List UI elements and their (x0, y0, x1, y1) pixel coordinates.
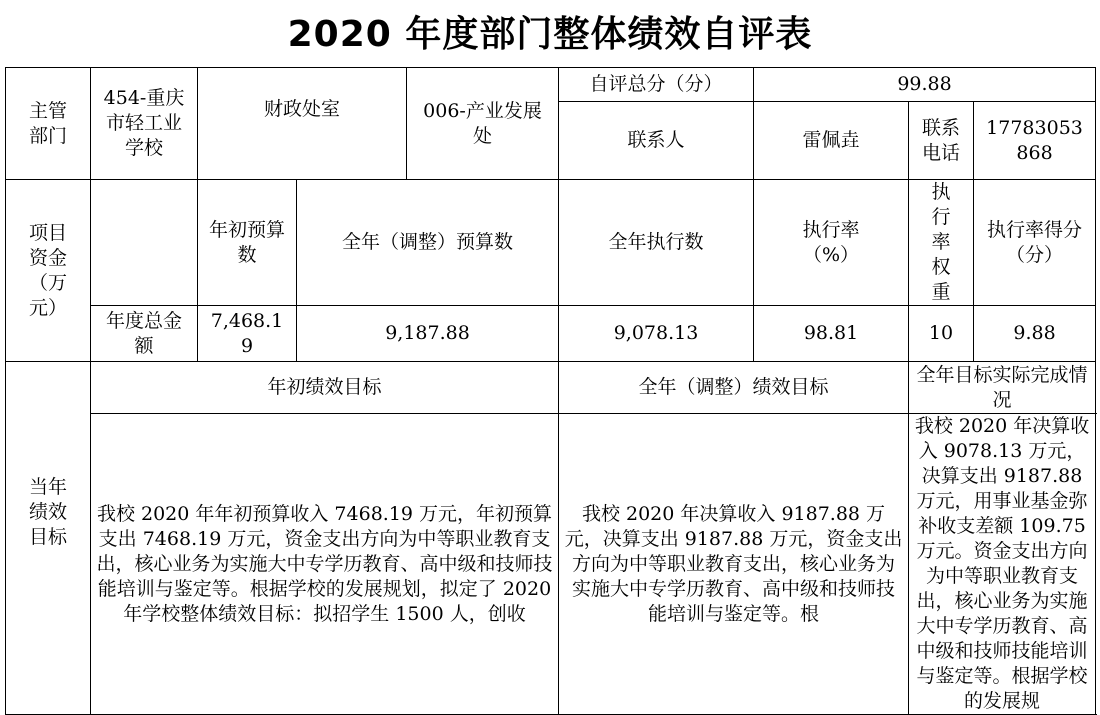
weight-value-cell (909, 306, 974, 362)
dept-label: 主管部门 (28, 99, 67, 147)
score-value-cell (754, 68, 1096, 102)
col-weight: 执行率权重 (931, 181, 951, 303)
goals-header-row (6, 362, 1096, 414)
performance-table (5, 67, 1096, 715)
goals-section-label-cell (6, 362, 91, 715)
col-score-cell (974, 180, 1096, 306)
score-result-value: 9.88 (1013, 322, 1056, 344)
col-adjusted-goal-cell (559, 362, 909, 414)
funds-section-label: 项目资金（万元） (28, 221, 67, 319)
executed-value: 9,078.13 (613, 322, 699, 344)
initial-goal-text-cell (91, 414, 559, 715)
row-total-label-cell (91, 306, 198, 362)
rate-value: 98.81 (803, 322, 859, 344)
phone-label-cell (909, 102, 974, 180)
funds-header-row (6, 180, 1096, 306)
office-value-cell (198, 68, 407, 180)
header-row-1 (6, 68, 1096, 102)
goals-section-label: 当年绩效目标 (28, 475, 67, 548)
funds-empty-cell (91, 180, 198, 306)
funds-total-row (6, 306, 1096, 362)
goals-text-row (6, 414, 1096, 715)
col-rate: 执行率（%） (802, 218, 860, 266)
col-initial-goal: 年初绩效目标 (267, 376, 382, 398)
adjusted-goal-text-cell (559, 414, 909, 715)
score-label: 自评总分（分） (589, 73, 723, 95)
col-weight-cell (909, 180, 974, 306)
score-value: 99.88 (897, 73, 952, 95)
contact-value-cell (754, 102, 909, 180)
col-adjusted-goal: 全年（调整）绩效目标 (638, 376, 829, 398)
funds-section-label-cell (6, 180, 91, 362)
phone-value: 17783053868 (986, 116, 1083, 164)
row-total-label: 年度总金额 (105, 309, 182, 357)
adjusted-budget-value: 9,187.88 (385, 322, 470, 344)
col-score: 执行率得分（分） (987, 218, 1083, 266)
score-label-cell (559, 68, 754, 102)
adjusted-goal-text: 我校 2020 年决算收入 9187.88 万元，决算支出 9187.88 万元，资金支出方向为中等职业教育支出，核心业务为实施大中专学历教育、高中级和技师技能培训与鉴定等。根 (564, 502, 903, 625)
score-result-value-cell (974, 306, 1096, 362)
weight-value: 10 (928, 322, 954, 344)
dept-value: 454-重庆市轻工业学校 (103, 87, 185, 159)
col-actual: 全年目标实际完成情况 (916, 363, 1088, 411)
actual-text-cell (909, 414, 1096, 715)
executed-value-cell (559, 306, 754, 362)
initial-budget-value-cell (198, 306, 297, 362)
contact-value: 雷佩垚 (802, 129, 860, 151)
col-rate-cell (754, 180, 909, 306)
col-initial-budget-cell (198, 180, 297, 306)
phone-value-cell (974, 102, 1096, 180)
col-adjusted-budget: 全年（调整）预算数 (342, 231, 514, 253)
adjusted-budget-value-cell (297, 306, 559, 362)
contact-label-cell (559, 102, 754, 180)
office-unit-cell (407, 68, 559, 180)
col-adjusted-budget-cell (297, 180, 559, 306)
dept-label-cell (6, 68, 91, 180)
page-title: 2020 年度部门整体绩效自评表 (287, 14, 813, 55)
contact-label: 联系人 (627, 129, 685, 151)
col-initial-budget: 年初预算数 (208, 218, 285, 266)
col-actual-cell (909, 362, 1096, 414)
initial-goal-text: 我校 2020 年年初预算收入 7468.19 万元，年初预算支出 7468.19 万元，资金支出方向为中等职业教育支出，核心业务为实施大中专学历教育、高中级和技师技能培训与鉴定等。根据学校的发展规划，拟定了 2020 年学校整体绩效目标：拟招学生 1500 人，创收 (96, 502, 553, 625)
col-executed: 全年执行数 (608, 231, 704, 253)
office-value: 财政处室 (264, 98, 341, 120)
dept-value-cell (91, 68, 198, 180)
office-unit: 006-产业发展处 (423, 99, 542, 147)
initial-budget-value: 7,468.19 (210, 309, 284, 357)
phone-label: 联系电话 (922, 116, 961, 164)
col-executed-cell (559, 180, 754, 306)
col-initial-goal-cell (91, 362, 559, 414)
rate-value-cell (754, 306, 909, 362)
actual-text: 我校 2020 年决算收入 9078.13 万元，决算支出 9187.88 万元，用事业基金弥补收支差额 109.75 万元。资金支出方向为中等职业教育支出，核心业务为实施大中专学历教育、高中级和技师技能培训与鉴定等。根据学校的发展规 (914, 415, 1090, 712)
